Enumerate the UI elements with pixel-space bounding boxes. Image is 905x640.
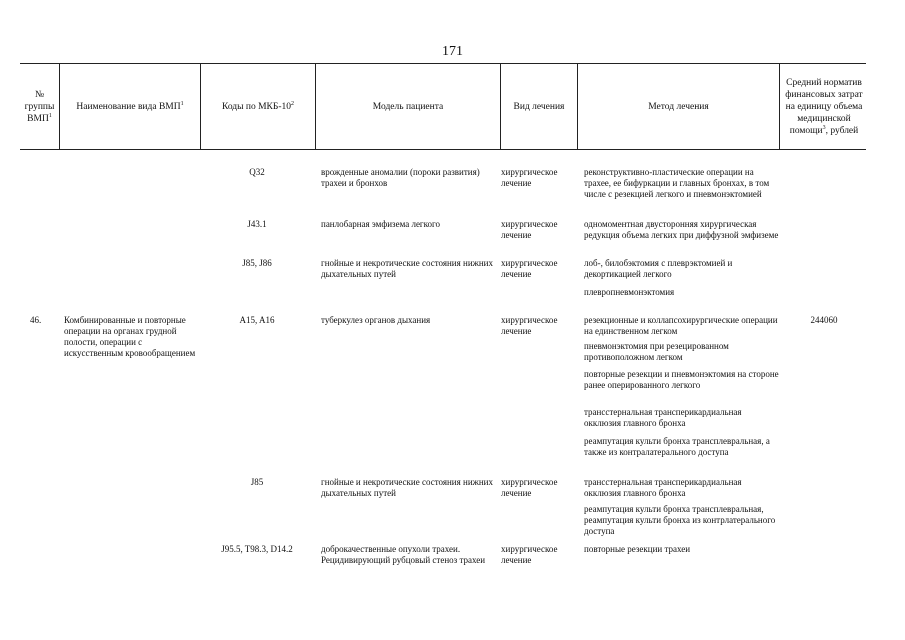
treatment-method-cell: плевропневмонэктомия [584,287,675,297]
treatment-type-cell: хирургическое лечение [501,544,558,565]
icd-code-cell: J85, J86 [242,258,272,268]
treatment-method-cell: пневмонэктомия при резецированном противоположном легком [584,341,729,362]
treatment-type-cell: хирургическое лечение [501,219,558,240]
treatment-method-cell: трансстернальная трансперикардиальная окклюзия главного бронха [584,477,742,498]
group-number-cell: 46. [30,315,42,325]
treatment-method-cell: повторные резекции и пневмонэктомия на стороне ранее оперированного легкого [584,369,779,390]
header-financial-norm: Средний норматив финансовых затрат на единицу объема медицинской помощи$^3$, рублей [785,78,863,136]
header-vmp-name: Наименование вида ВМП$^1$ [76,100,184,112]
treatment-method-cell: трансстернальная трансперикардиальная окклюзия главного бронха [584,407,742,428]
treatment-type-cell: хирургическое лечение [501,167,558,188]
icd-code-cell: J85 [250,477,264,487]
header-treatment-type: Вид лечения [513,102,565,112]
column-divider [779,64,780,150]
treatment-method-cell: резекционные и коллапсохирургические операции на единственном легком [584,315,778,336]
financial-norm-cell: 244060 [810,315,838,325]
header-treatment-method: Метод лечения [648,102,709,112]
patient-model-cell: гнойные и некротические состояния нижних дыхательных путей [321,477,493,498]
page-number: 171 [442,44,463,59]
treatment-method-cell: реампутация культи бронха трансплевральная, реампутация культи бронха из контрлатерального доступа [584,504,776,536]
treatment-method-cell: повторные резекции трахеи [584,544,691,554]
icd-code-cell: J43.1 [247,219,267,229]
treatment-method-cell: одномоментная двусторонняя хирургическая редукция объема легких при диффузной эмфиземе [584,219,779,240]
patient-model-cell: врожденные аномалии (пороки развития) трахеи и бронхов [321,167,480,188]
icd-code-cell: A15, A16 [239,315,275,325]
patient-model-cell: панлобарная эмфизема легкого [321,219,441,229]
treatment-method-cell: реампутация культи бронха трансплевральная, а также из контралатерального доступа [584,436,770,457]
header-group-number: № группы ВМП$^1$ [24,90,55,124]
patient-model-cell: туберкулез органов дыхания [321,315,431,325]
treatment-type-cell: хирургическое лечение [501,258,558,279]
icd-code-cell: Q32 [249,167,265,177]
vmp-name-cell: Комбинированные и повторные операции на органах грудной полости, операции с искусственным кровообращением [64,315,196,358]
treatment-type-cell: хирургическое лечение [501,315,558,336]
patient-model-cell: доброкачественные опухоли трахеи. Рецидивирующий рубцовый стеноз трахеи [321,544,486,565]
treatment-method-cell: реконструктивно-пластические операции на трахее, ее бифуркации и главных бронхах, в том числе с резекцией легкого и пневмонэктомией [584,167,770,199]
header-patient-model: Модель пациента [372,102,444,112]
treatment-method-cell: лоб-, билобэктомия с плеврэктомией и декортикацией легкого [584,258,733,279]
treatment-type-cell: хирургическое лечение [501,477,558,498]
patient-model-cell: гнойные и некротические состояния нижних дыхательных путей [321,258,493,279]
icd-code-cell: J95.5, T98.3, D14.2 [221,544,293,554]
header-icd-codes: Коды по МКБ-$10^2$ [221,100,295,112]
